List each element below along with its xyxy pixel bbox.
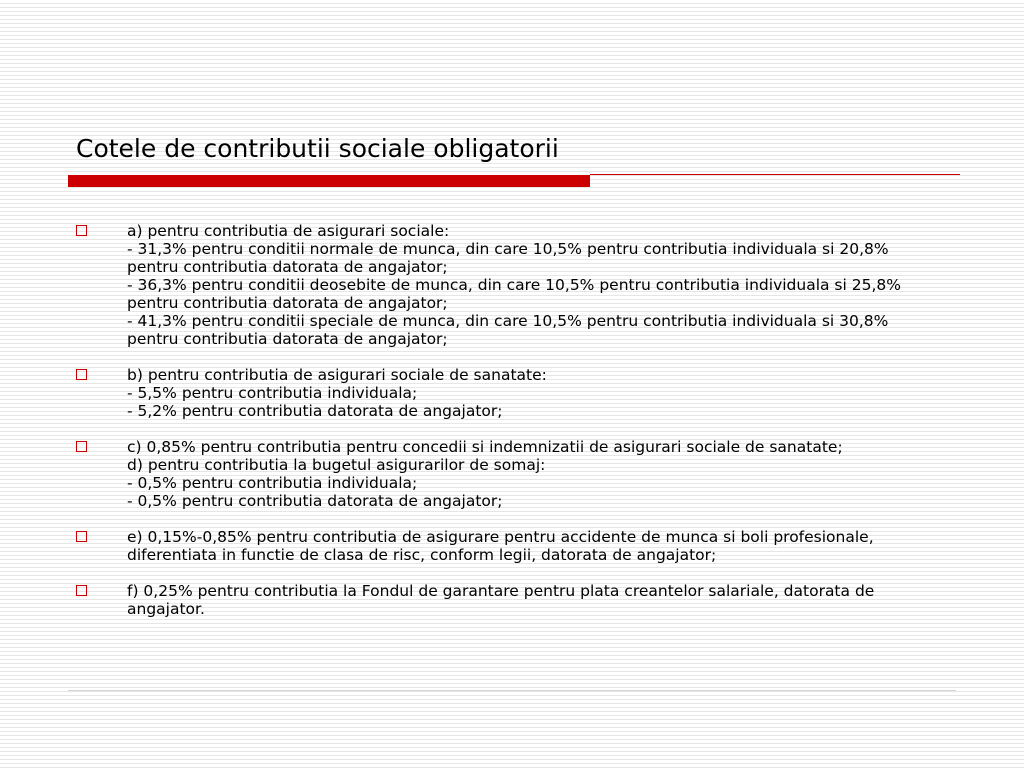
title-underline-thin (590, 174, 960, 175)
slide-title: Cotele de contributii sociale obligatorii (76, 134, 559, 163)
bullet-line: - 0,5% pentru contributia datorata de angajator; (127, 492, 503, 510)
title-underline-bar (68, 175, 590, 187)
hollow-square-bullet-icon (76, 225, 87, 236)
bullet-line: a) pentru contributia de asigurari sociale: (127, 222, 450, 240)
hollow-square-bullet-icon (76, 369, 87, 380)
bullet-line: - 5,5% pentru contributia individuala; (127, 384, 418, 402)
bullet-item-f (76, 582, 906, 618)
bullet-line: b) pentru contributia de asigurari sociale de sanatate: (127, 366, 547, 384)
bullet-line: - 36,3% pentru conditii deosebite de munca, din care 10,5% pentru contributia individuala si 25,8% pentru contributia datorata de angajator; (127, 276, 901, 312)
bullet-line: d) pentru contributia la bugetul asigurarilor de somaj: (127, 456, 546, 474)
bullet-line: e) 0,15%-0,85% pentru contributia de asigurare pentru accidente de munca si boli profesionale, diferentiata in functie de clasa de risc, conform legii, datorata de angajator; (127, 528, 874, 564)
bullet-item-c (76, 438, 906, 510)
hollow-square-bullet-icon (76, 531, 87, 542)
bullet-list (76, 222, 906, 636)
footer-divider (68, 690, 956, 691)
bullet-item-e (76, 528, 906, 564)
hollow-square-bullet-icon (76, 585, 87, 596)
bullet-line: - 0,5% pentru contributia individuala; (127, 474, 418, 492)
bullet-line: f) 0,25% pentru contributia la Fondul de garantare pentru plata creantelor salariale, datorata de angajator. (127, 582, 875, 618)
bullet-line: - 31,3% pentru conditii normale de munca, din care 10,5% pentru contributia individuala si 20,8% pentru contributia datorata de angajator; (127, 240, 889, 276)
hollow-square-bullet-icon (76, 441, 87, 452)
bullet-line: - 41,3% pentru conditii speciale de munca, din care 10,5% pentru contributia individuala si 30,8% pentru contributia datorata de angajator; (127, 312, 889, 348)
bullet-item-b (76, 366, 906, 420)
bullet-item-a (76, 222, 906, 348)
bullet-line: c) 0,85% pentru contributia pentru concedii si indemnizatii de asigurari sociale de sanatate; (127, 438, 843, 456)
bullet-line: - 5,2% pentru contributia datorata de angajator; (127, 402, 503, 420)
